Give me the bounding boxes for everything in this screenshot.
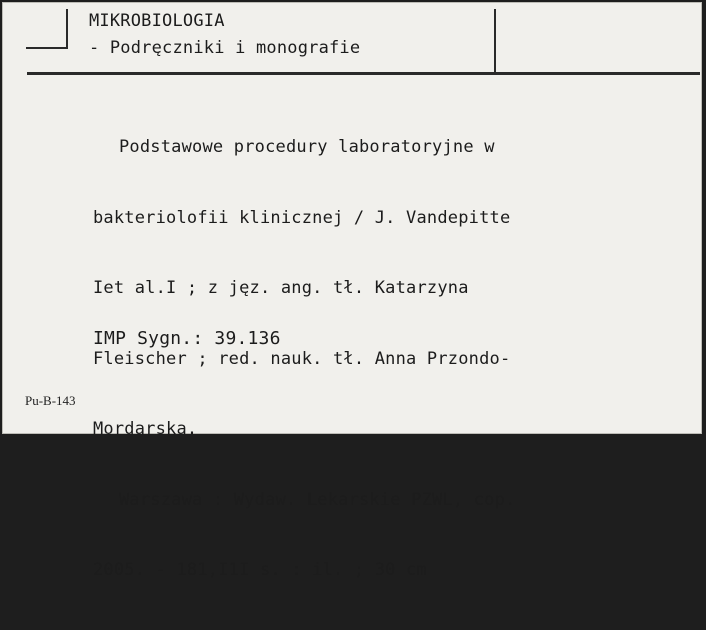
header-horizontal-divider xyxy=(27,72,700,75)
entry-line: Warszawa : Wydaw. Lekarskie PZWL, cop. xyxy=(119,489,516,510)
card-stamp: Pu-B-143 xyxy=(25,393,76,408)
entry-line: Mordarska. xyxy=(93,419,198,439)
entry-line: Fleischer ; red. nauk. tł. Anna Przondo- xyxy=(93,348,511,369)
heading-corner-vertical-rule xyxy=(66,9,68,49)
entry-line: Iet al.I ; z jęz. ang. tł. Katarzyna xyxy=(93,278,469,298)
subject-heading: MIKROBIOLOGIA xyxy=(89,11,225,31)
heading-corner-horizontal-rule xyxy=(26,47,68,49)
header-vertical-divider xyxy=(494,9,496,73)
entry-line: 2005. - 181,I1I s. : il. ; 30 cm xyxy=(93,560,427,580)
subject-subheading: - Podręczniki i monografie xyxy=(89,38,361,58)
call-number: IMP Sygn.: 39.136 xyxy=(93,328,281,349)
catalog-card xyxy=(2,2,702,580)
entry-line: bakteriolofii klinicznej / J. Vandepitte xyxy=(93,207,511,228)
entry-line: Podstawowe procedury laboratoryjne w xyxy=(119,137,495,157)
bibliographic-entry xyxy=(93,89,516,630)
